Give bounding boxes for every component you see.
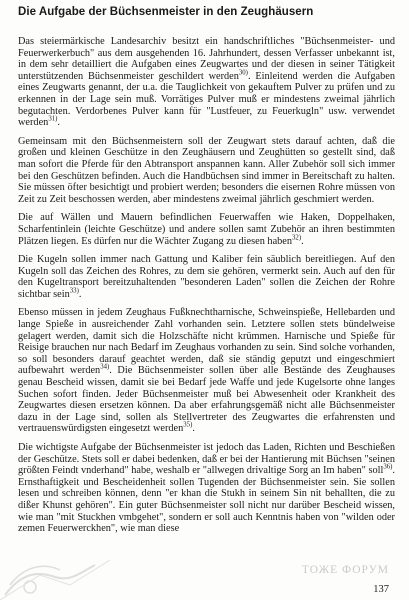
paragraph-text: Die wichtigste Aufgabe der Büchsenmeister ist jedoch das Laden, Richten und Beschießen der Geschütze. Stets soll er dabei bedenken, daß er bei der Hantierung mit Büchsen "seinen größten Feindt vnderhand" habe, weshalb er "allwegen drivaltige Sorg an Im haben" soll bbox=[18, 442, 395, 477]
section-heading: Die Aufgabe der Büchsenmeister in den Zeughäusern bbox=[18, 6, 314, 18]
paragraph-text: Gemeinsam mit den Büchsenmeistern soll der Zeugwart stets darauf achten, daß die großen und kleinen Geschütze in den Zeughäusern und Zeughütten so gestellt sind, daß man sofort die Pferde für den Abtransport anspannen kann. Aller Zubehör soll sich immer bei den Geschützen befinden. Auch die Handbüchsen sind immer in Bereitschaft zu halten. Sie müssen öfter besichtigt und probiert werden; besonders die eisernen Rohre müssen von Zeit zu Zeit beschossen werden, aber mindestens zweimal jährlich geschmiert werden. bbox=[18, 135, 395, 205]
paragraph bbox=[18, 254, 395, 300]
paragraph-text: . bbox=[57, 117, 60, 129]
paragraph bbox=[18, 136, 395, 206]
paragraph-text: . bbox=[192, 423, 195, 435]
paragraph-text: Die auf Wällen und Mauern befindlichen Feuerwaffen wie Haken, Doppelhaken, Scharfentinlein (leichte Geschütze) und andere sollen samt Zubehör an ihren bestimmten Plätzen liegen. Es dürfen nur die Wächter Zugang zu diesen haben bbox=[18, 212, 395, 247]
paragraph-text: Ebenso müssen in jedem Zeughaus Fußknechtharnische, Schweinspieße, Hellebarden und lange Spieße in ausreichender Zahl vorhanden sein. Letztere sollen stets bündelweise gelagert werden, damit sich die Holzschäfte nicht krümmen. Harnische und Spieße für Reisige brauchen nur nach Bedarf im Zeughaus vorhanden zu sein. Sind solche vorhanden, so soll besonders darauf geachtet werden, daß sie ständig geputzt und eingeschmiert aufbewahrt werden bbox=[18, 307, 395, 377]
paragraph-text: . bbox=[78, 288, 82, 300]
paragraph-text: . Die Büchsenmeister sollen über alle Bestände des Zeughauses genau Bescheid wissen, damit sie bei Bedarf jede Waffe und jede Kugelsorte ohne langes Suchen sofort finden. Jeder Büchsenmeister muß bei Abwesenheit oder Krankheit des Zeugwartes diesen ersetzen können. Da aber erfahrungsgemäß nicht alle Büchsenmeister dazu in der Lage sind, sollen als Stellvertreter des Zeugwartes die erfahrensten und vertrauenswürdigsten eingesetzt werden bbox=[18, 365, 395, 435]
footnote-marker: 36) bbox=[383, 463, 393, 471]
footnote-marker: 32) bbox=[292, 234, 302, 242]
forum-watermark: ТОЖЕ ФОРУМ bbox=[301, 564, 389, 576]
paragraph-text: . Ernsthaftigkeit und Bescheidenheit sollen Tugenden der Büchsenmeister sein. Sie sollen lesen und schreiben können, denn "er khan die Stukh in seinem Sin nit behallten, die zu dißer Khunst gehören". Ein guter Büchsenmeister soll nicht nur darüber Bescheid wissen, wie man "mit Stuckhen vmbgehet", sondern er soll auch Kenntnis haben von "wilden oder zemen Feuerwerckhen", wie man diese bbox=[18, 465, 395, 535]
paragraph bbox=[18, 212, 395, 247]
body-text bbox=[18, 36, 395, 535]
paragraph bbox=[18, 307, 395, 435]
footnote-marker: 35) bbox=[183, 421, 193, 429]
paragraph-text: Das steiermärkische Landesarchiv besitzt ein handschriftliches "Büchsenmeister- und Feuerwerkerbuch" aus dem ausgehenden 16. Jahrhundert, dessen Verfasser unbekannt ist, in dem sehr detailliert die Aufgaben eines Zeugwartes und der diesen in seiner Tätigkeit unterstützenden Büchsenmeister geschildert werden bbox=[18, 36, 395, 82]
paragraph-text: . Einleitend werden die Aufgaben eines Zeugwarts genannt, der u.a. die Tauglichkeit von gekauftem Pulver zu prüfen und zu erkennen in der Lage sein muß. Vorrätiges Pulver muß er mindestens zweimal jährlich begutachten. Verdorbenes Pulver kann für "Lustfeuer, zu Feuerkugln" usw. verwendet werden bbox=[18, 70, 395, 129]
paragraph-text: Die Kugeln sollen immer nach Gattung und Kaliber fein säublich bereitliegen. Auf den Kugeln soll das Zeichen des Rohres, zu dem sie gehören, vermerkt sein. Auch auf den für den Kugeltransport bereitzuhaltenden "besonderen Laden" sollen die Zeichen der Rohre sichtbar sein bbox=[18, 254, 395, 300]
paragraph bbox=[18, 36, 395, 129]
paragraph-text: . bbox=[301, 235, 304, 247]
footnote-marker: 31) bbox=[48, 115, 58, 123]
footnote-marker: 33) bbox=[69, 287, 79, 295]
footnote-marker: 30) bbox=[238, 69, 248, 77]
footnote-marker: 34) bbox=[100, 364, 110, 372]
page-number: 137 bbox=[373, 584, 389, 595]
decorative-engraving bbox=[0, 515, 130, 600]
